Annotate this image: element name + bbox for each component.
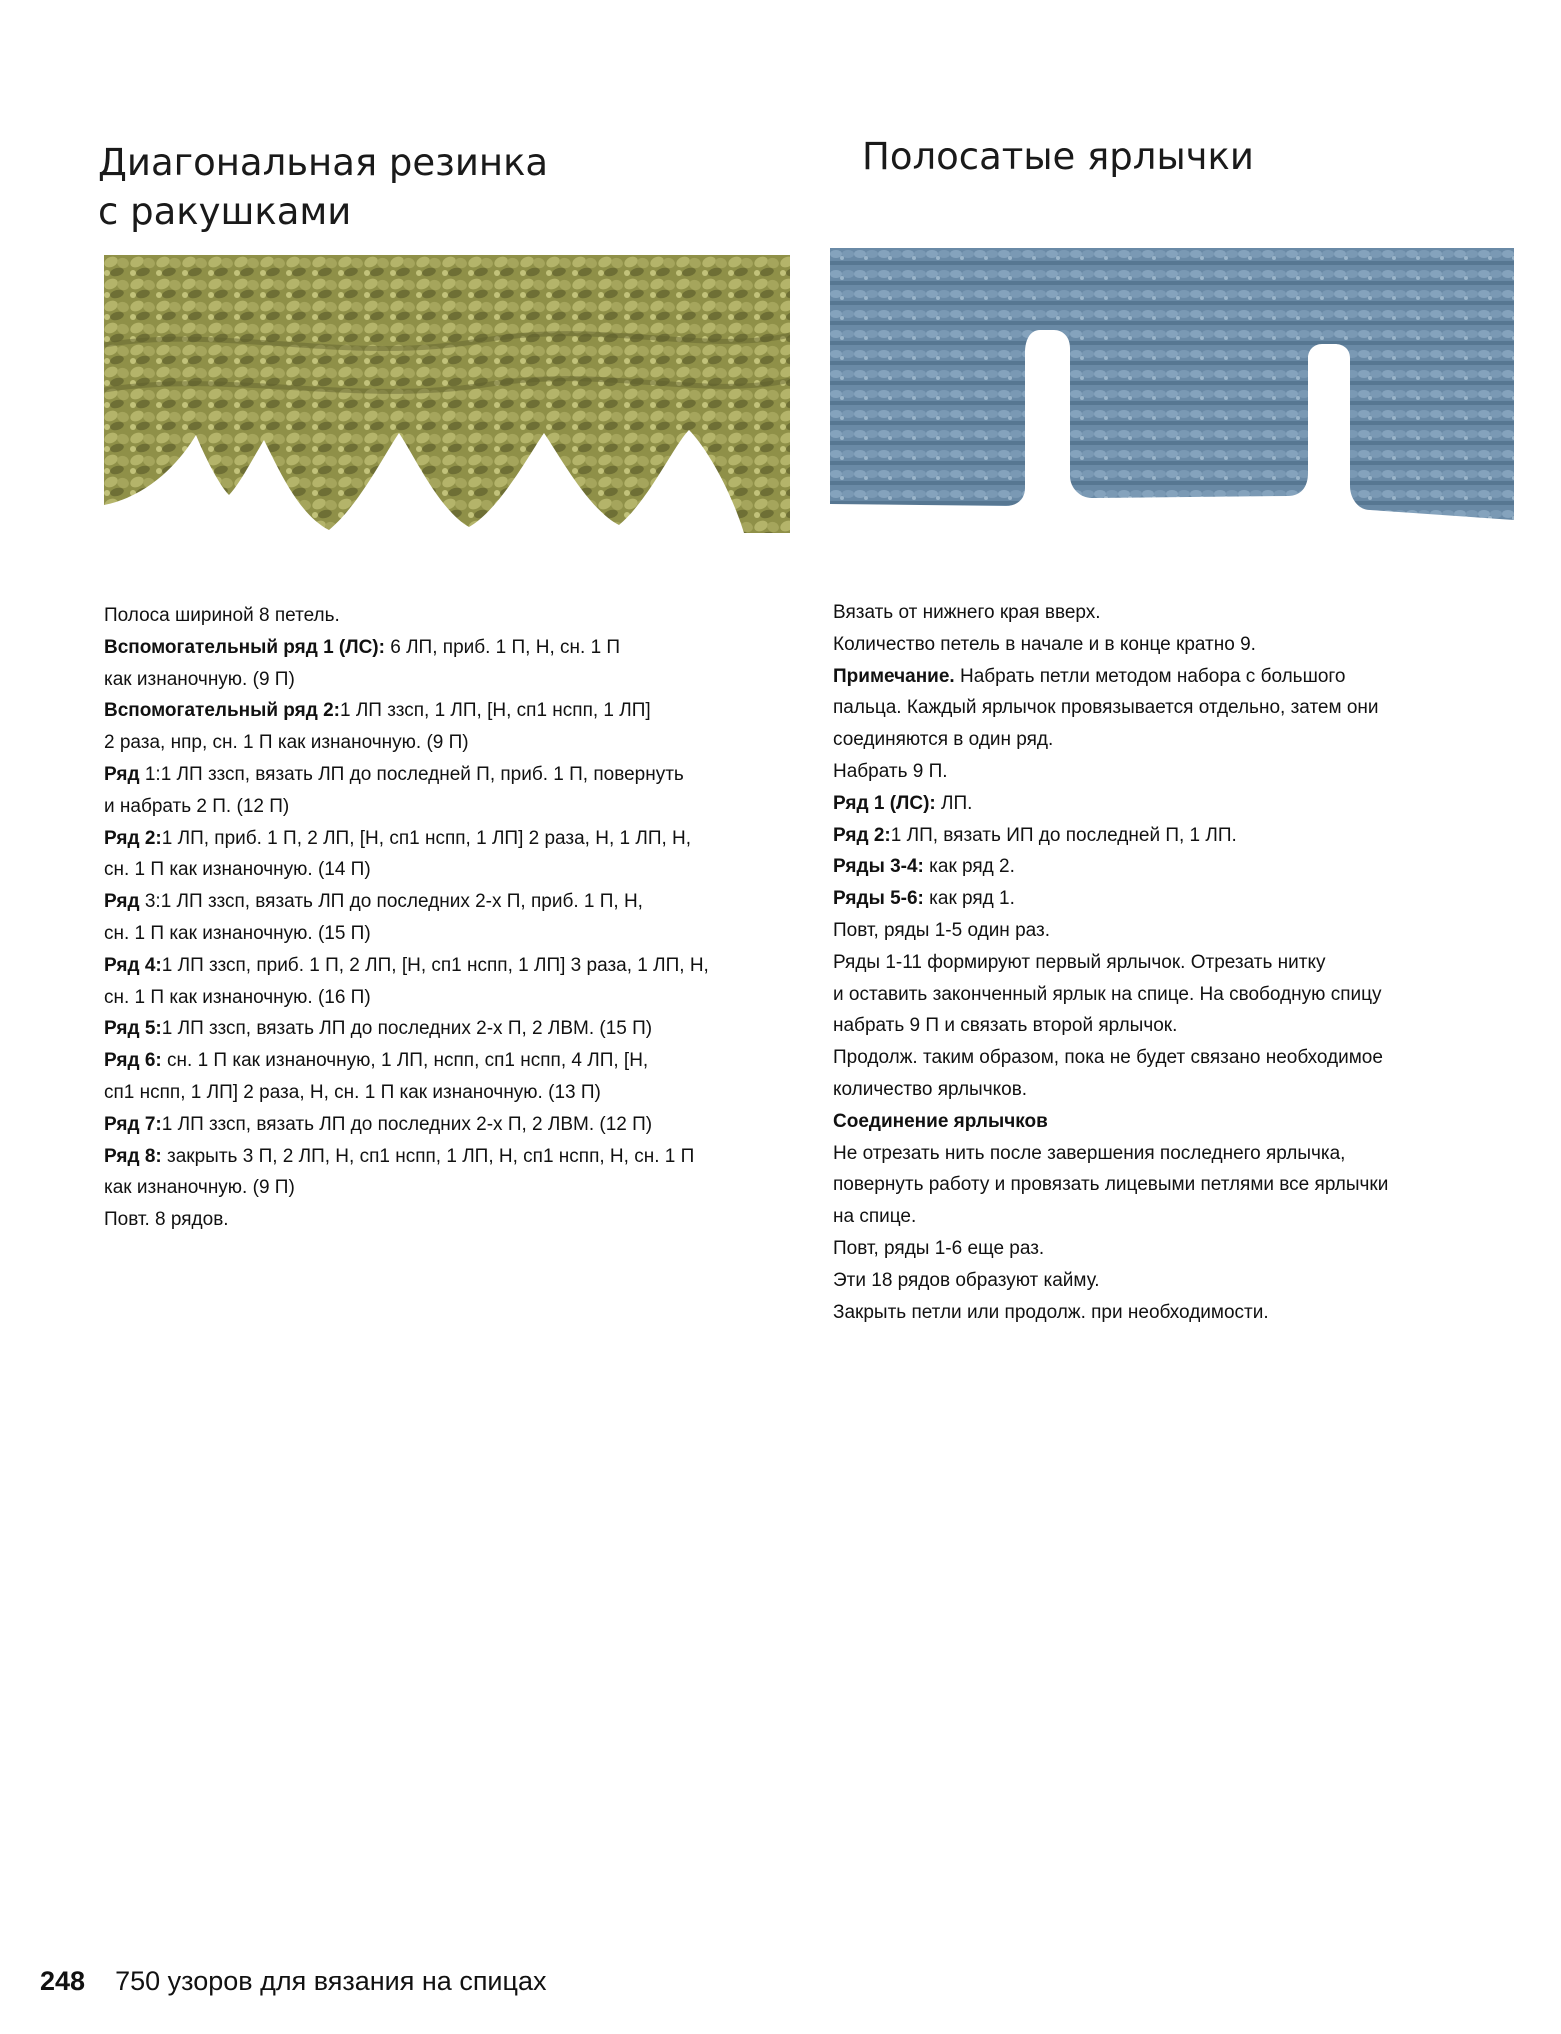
pattern-title-right xyxy=(862,132,1254,181)
knitted-swatch-image-left xyxy=(104,255,790,533)
instruction-line: как изнаночную. (9 П) xyxy=(104,668,295,690)
instruction-line: сн. 1 П как изнаночную. (16 П) xyxy=(104,986,371,1008)
instruction-line: Ряд 2:1 ЛП, приб. 1 П, 2 ЛП, [Н, сп1 нспп, 1 ЛП] 2 раза, Н, 1 ЛП, Н, xyxy=(104,827,692,849)
book-title: 750 узоров для вязания на спицах xyxy=(115,1966,547,1996)
instruction-line: Ряд 4:1 ЛП ззсп, приб. 1 П, 2 ЛП, [Н, сп1 нспп, 1 ЛП] 3 раза, 1 ЛП, Н, xyxy=(104,954,709,976)
title-line: Диагональная резинка xyxy=(98,141,549,184)
olive-edging xyxy=(104,255,790,533)
knitted-swatch-image-right xyxy=(830,248,1514,520)
instruction-line: набрать 9 П и связать второй ярлычок. xyxy=(833,1015,1178,1037)
title-line: с ракушками xyxy=(98,190,352,233)
instruction-line: Ряды 5-6: как ряд 1. xyxy=(833,888,1015,910)
instruction-line: Ряд 8: закрыть 3 П, 2 ЛП, Н, сп1 нспп, 1 ЛП, Н, сп1 нспп, Н, сн. 1 П xyxy=(104,1145,695,1167)
instruction-line: Ряд 1:1 ЛП ззсп, вязать ЛП до последней П, приб. 1 П, повернуть xyxy=(104,763,684,785)
instruction-line: Продолж. таким образом, пока не будет связано необходимое xyxy=(833,1047,1383,1069)
instruction-line: как изнаночную. (9 П) xyxy=(104,1177,295,1199)
title-line: Полосатые ярлычки xyxy=(862,135,1254,178)
instruction-line: Ряд 5:1 ЛП ззсп, вязать ЛП до последних 2-х П, 2 ЛВМ. (15 П) xyxy=(104,1018,653,1040)
instruction-line: 2 раза, нпр, сн. 1 П как изнаночную. (9 П) xyxy=(104,732,469,754)
pattern-title-left xyxy=(98,138,548,236)
instruction-line: Ряд 6: сн. 1 П как изнаночную, 1 ЛП, нспп, сп1 нспп, 4 ЛП, [Н, xyxy=(104,1050,649,1072)
instruction-line: Ряды 3-4: как ряд 2. xyxy=(833,856,1015,878)
page-footer xyxy=(40,1966,547,1997)
instruction-line: пальца. Каждый ярлычок провязывается отдельно, затем они xyxy=(833,697,1379,719)
instruction-line: Эти 18 рядов образуют кайму. xyxy=(833,1269,1100,1291)
instruction-line: Ряд 1 (ЛС): ЛП. xyxy=(833,792,973,814)
instruction-line: Количество петель в начале и в конце кратно 9. xyxy=(833,633,1256,655)
instruction-line: повернуть работу и провязать лицевыми петлями все ярлычки xyxy=(833,1174,1389,1196)
instruction-line: соединяются в один ряд. xyxy=(833,729,1054,751)
instruction-line: Повт, ряды 1-6 еще раз. xyxy=(833,1237,1045,1259)
instruction-line: сп1 нспп, 1 ЛП] 2 раза, Н, сн. 1 П как изнаночную. (13 П) xyxy=(104,1081,601,1103)
instruction-line: сн. 1 П как изнаночную. (15 П) xyxy=(104,922,371,944)
page-number: 248 xyxy=(40,1966,86,1996)
instructions-right xyxy=(833,597,1513,1328)
instruction-line: Ряды 1-11 формируют первый ярлычок. Отрезать нитку xyxy=(833,951,1326,973)
instruction-line: Не отрезать нить после завершения последнего ярлычка, xyxy=(833,1142,1346,1164)
instruction-line: и оставить законченный ярлык на спице. На свободную спицу xyxy=(833,983,1382,1005)
instruction-line: Закрыть петли или продолж. при необходимости. xyxy=(833,1301,1269,1323)
instruction-line: и набрать 2 П. (12 П) xyxy=(104,795,290,817)
instruction-line: Ряд 7:1 ЛП ззсп, вязать ЛП до последних 2-х П, 2 ЛВМ. (12 П) xyxy=(104,1113,653,1135)
instruction-line: Ряд 2:1 ЛП, вязать ИП до последней П, 1 ЛП. xyxy=(833,824,1237,846)
blue-tabs-edging xyxy=(830,248,1514,520)
instruction-line: Соединение ярлычков xyxy=(833,1110,1048,1132)
instruction-line: Ряд 3:1 ЛП ззсп, вязать ЛП до последних 2-х П, приб. 1 П, Н, xyxy=(104,891,643,913)
instruction-line: на спице. xyxy=(833,1206,917,1228)
instruction-line: количество ярлычков. xyxy=(833,1078,1028,1100)
instruction-line: сн. 1 П как изнаночную. (14 П) xyxy=(104,859,371,881)
instruction-line: Полоса шириной 8 петель. xyxy=(104,605,340,626)
instruction-line: Набрать 9 П. xyxy=(833,760,948,782)
instruction-line: Вязать от нижнего края вверх. xyxy=(833,602,1101,623)
instruction-line: Вспомогательный ряд 2:1 ЛП ззсп, 1 ЛП, [Н, сп1 нспп, 1 ЛП] xyxy=(104,700,651,722)
instruction-line: Вспомогательный ряд 1 (ЛС): 6 ЛП, приб. 1 П, Н, сн. 1 П xyxy=(104,636,621,658)
instructions-left xyxy=(104,600,784,1236)
instruction-line: Повт. 8 рядов. xyxy=(104,1209,229,1231)
instruction-line: Примечание. Набрать петли методом набора с большого xyxy=(833,665,1346,687)
instruction-line: Повт, ряды 1-5 один раз. xyxy=(833,919,1050,941)
